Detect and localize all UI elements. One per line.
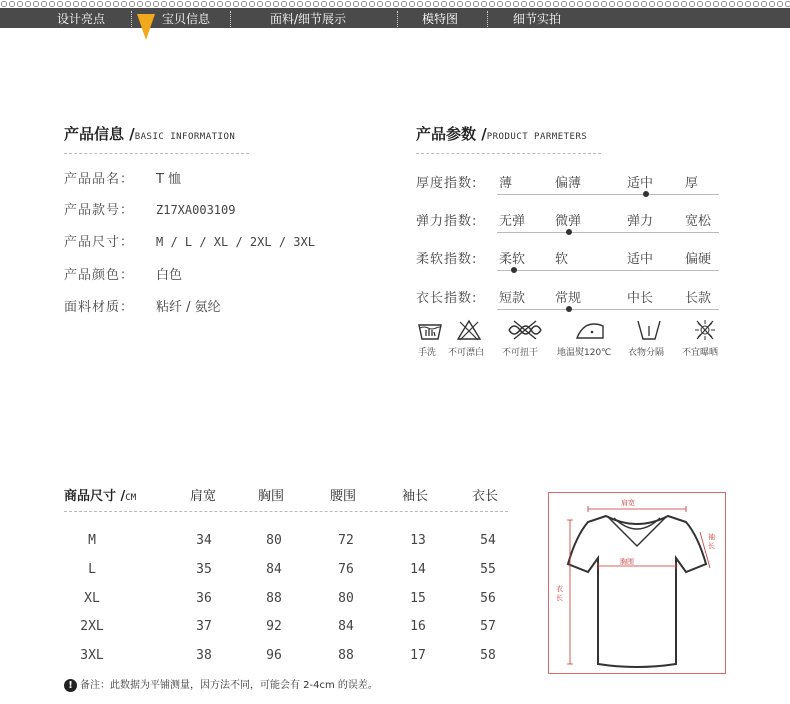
param-option: 常规 [555,291,582,306]
divider [416,153,601,154]
measure-cell: 55 [480,562,496,577]
chest-label: 胸围 [620,558,634,566]
sleeve-label: 袖长 [708,533,715,550]
no-sun-icon [691,318,719,342]
measure-cell: 88 [338,648,354,663]
nav-separator [230,11,231,27]
measure-cell: 72 [338,533,354,548]
measure-cell: 92 [266,619,282,634]
param-indicator [643,191,649,197]
measure-cell: 38 [196,648,212,663]
care-label: 衣物分隔 [628,348,665,358]
param-label: 衣长指数: [416,291,478,306]
info-row-size [64,231,315,250]
measure-cell: 96 [266,648,282,663]
measure-cell: 57 [480,619,496,634]
column-header: 肩宽 [190,489,217,504]
measure-cell: 15 [410,591,426,606]
product-info-title [64,123,235,144]
iron-low-icon [574,318,606,342]
size-note [64,676,378,692]
column-header: 胸围 [258,489,285,504]
param-indicator [566,229,572,235]
nav-decoration [0,0,790,8]
info-label: 面料材质： [64,300,135,315]
product-params-title-cn: 产品参数 / [416,125,487,143]
note-text: 备注：此数据为平铺测量，因方法不同，可能会有 2-4cm 的误差。 [80,680,378,691]
column-header: 袖长 [402,489,429,504]
care-label: 不可扭干 [502,348,539,358]
measure-cell: 58 [480,648,496,663]
info-value: 白色 [156,268,183,283]
warning-icon: ! [64,679,77,692]
measure-cell: 84 [266,562,282,577]
no-bleach-icon [455,318,483,342]
size-cell: 3XL [80,648,104,663]
info-label: 产品尺寸： [64,235,135,250]
param-option: 微弹 [555,214,582,229]
nav-separator [131,11,132,27]
info-value: M / L / XL / 2XL / 3XL [156,235,315,249]
care-label: 地温熨120℃ [557,348,612,358]
wash-separately-icon [635,318,663,342]
info-row-material [64,296,221,315]
tshirt-diagram [548,492,726,674]
product-info-title-cn: 产品信息 / [64,125,135,143]
measure-cell: 76 [338,562,354,577]
measure-cell: 14 [410,562,426,577]
measure-cell: 17 [410,648,426,663]
size-cell: L [88,562,96,577]
info-row-name [64,168,181,187]
size-cell: M [88,533,96,548]
param-label: 弹力指数: [416,214,478,229]
hand-wash-icon [416,318,444,342]
param-label: 厚度指数: [416,176,478,191]
param-track [497,232,719,233]
nav-item-info[interactable]: 宝贝信息 [162,12,211,26]
info-label: 产品品名： [64,172,135,187]
tshirt-outline [568,516,706,667]
measure-cell: 56 [480,591,496,606]
no-wring-icon [506,318,544,342]
param-option: 短款 [499,291,526,306]
nav-bar [0,8,790,28]
param-option: 适中 [627,176,654,191]
measure-cell: 37 [196,619,212,634]
nav-item-detail[interactable]: 细节实拍 [513,12,562,26]
column-header: 衣长 [472,489,499,504]
param-track [497,309,719,310]
param-label: 柔软指数: [416,252,478,267]
param-option: 厚 [685,176,699,191]
size-cell: 2XL [80,619,104,634]
measure-cell: 88 [266,591,282,606]
measure-cell: 80 [338,591,354,606]
size-table-title [64,485,136,504]
nav-separator [397,11,398,27]
nav-separator [487,11,488,27]
param-option: 长款 [685,291,712,306]
measure-cell: 16 [410,619,426,634]
param-option: 软 [555,252,569,267]
info-value: T 恤 [156,172,182,187]
info-row-color [64,264,182,283]
param-option: 适中 [627,252,654,267]
measure-cell: 54 [480,533,496,548]
info-row-code [64,199,235,218]
measure-cell: 35 [196,562,212,577]
measure-cell: 80 [266,533,282,548]
nav-item-fabric[interactable]: 面料/细节展示 [270,12,347,26]
nav-active-pointer-icon [137,14,155,40]
param-option: 薄 [499,176,513,191]
length-label: 衣长 [556,585,563,602]
measure-cell: 34 [196,533,212,548]
param-option: 无弹 [499,214,526,229]
param-option: 弹力 [627,214,654,229]
param-option: 偏硬 [685,252,712,267]
product-params-title [416,123,587,144]
product-info-title-en: BASIC INFORMATION [134,132,236,142]
param-option: 柔软 [499,252,526,267]
info-label: 产品颜色： [64,268,135,283]
param-indicator [566,306,572,312]
param-option: 宽松 [685,214,712,229]
product-params-title-en: PRODUCT PARMETERS [486,132,588,142]
care-label: 手洗 [418,348,437,358]
param-track [497,270,719,271]
nav-item-design[interactable]: 设计亮点 [57,12,106,26]
column-header: 腰围 [330,489,357,504]
measure-cell: 36 [196,591,212,606]
info-value: Z17XA003109 [156,203,236,217]
param-indicator [511,267,517,273]
info-label: 产品款号： [64,203,135,218]
info-value: 粘纤 / 氨纶 [156,300,221,315]
nav-item-model[interactable]: 模特图 [422,12,459,26]
size-cell: XL [84,591,100,606]
measure-cell: 13 [410,533,426,548]
size-table-title-cn: 商品尺寸 / [64,489,126,504]
measure-cell: 84 [338,619,354,634]
divider [64,153,249,154]
care-label: 不宜曝晒 [682,348,719,358]
shoulder-label: 肩宽 [621,499,635,507]
param-option: 中长 [627,291,654,306]
table-divider [64,511,508,512]
size-table-unit: CM [125,493,137,503]
param-option: 偏薄 [555,176,582,191]
param-track [497,194,719,195]
care-label: 不可漂白 [448,348,485,358]
